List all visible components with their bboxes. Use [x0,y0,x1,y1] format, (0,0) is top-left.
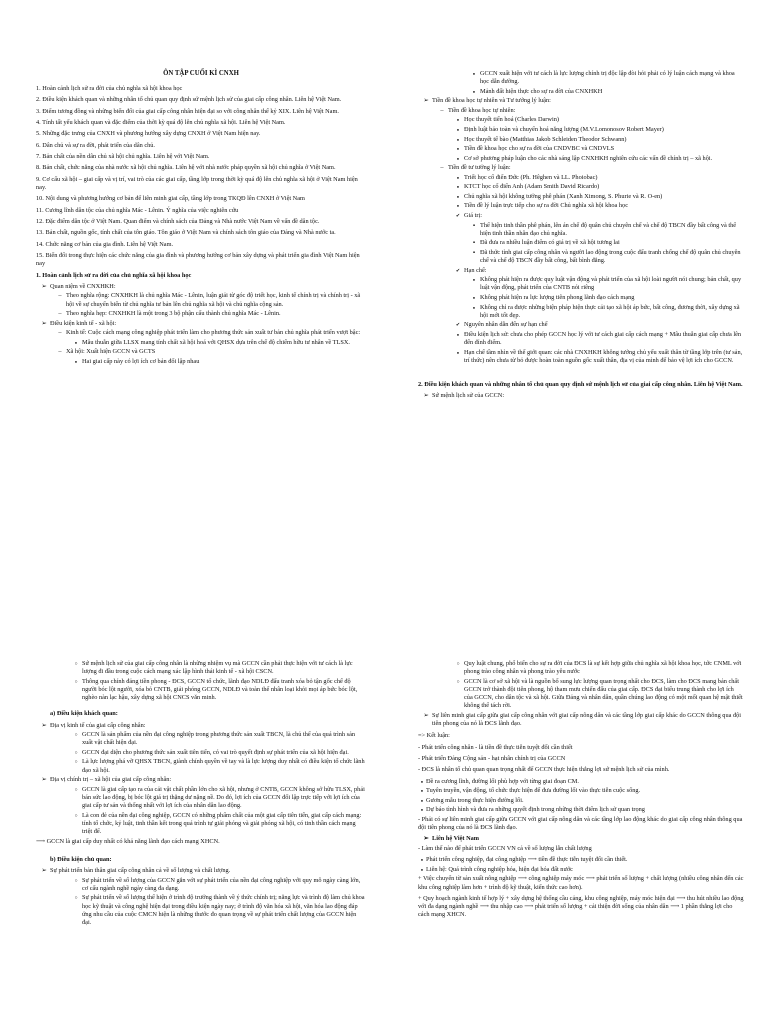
topic-item: 9. Cơ cấu xã hội – giai cấp và vị trí, vai trò của các giai cấp, tầng lớp trong thời kỳ quá độ lên chủ nghĩa xã hội ở Việt Nam hiện nay. [36,175,358,191]
circle-bullet-icon [72,678,80,687]
bullet-item: ○ GCCN đại diện cho phương thức sản xuất tiên tiến, có vai trò quyết định sự phát triển của xã hội hiện đại. [36,749,366,757]
bullet-item: ▪ Đã thức tỉnh giai cấp công nhân và người lao động trong cuộc đấu tranh chống chế độ quân chủ chuyên chế và chế độ TBCN đầy bất công, bất bình đẳng. [418,249,744,265]
section-2-heading: 2. Điều kiện khách quan và những nhân tố chủ quan quy định sứ mệnh lịch sử của giai cấp công nhân. Liên hệ Việt Nam. [418,380,743,388]
dash-bullet-icon [56,329,64,337]
bullet-item: ● Mâu thuẫn giữa LLSX mang tính chất xã hội hoá với QHSX dựa trên chế độ chiếm hữu tư nhân về TLSX. [36,339,366,347]
circle-bullet-icon [72,758,80,767]
circle-bullet-icon [454,660,462,669]
circle-bullet-icon [72,812,80,821]
bullet-item: – Xã hội: Xuất hiện GCCN và GCTS [36,348,366,356]
checkmark-bullet-icon [454,321,462,330]
dot-bullet-icon [470,304,478,312]
bullet-item: ● Phát triển công nghiệp, đại công nghiệp ⟶ tiền đề thực tiễn tuyệt đối cần thiết. [418,856,744,864]
circle-bullet-icon [72,894,80,903]
topic-item: 6. Dân chủ và sự ra đời, phát triển của dân chủ. [36,141,155,149]
bullet-item: ● Tiền đề lý luận trực tiếp cho sự ra đời Chủ nghĩa xã hội khoa học [418,202,744,210]
topic-item: 2. Điều kiện khách quan và những nhân tố chủ quan quy định sứ mệnh lịch sử của giai cấp công nhân. Liên hệ Việt Nam. [36,96,342,104]
dot-bullet-icon [72,339,80,347]
bullet-item: ● Tuyên truyền, vận động, tổ chức thực hiện để đưa đường lối vào thực tiễn cuộc sống. [418,787,744,795]
circle-bullet-icon [72,877,80,886]
arrow-bullet-icon [422,392,430,400]
dot-bullet-icon [454,331,462,339]
arrow-bullet-icon [40,320,48,328]
dot-bullet-icon [418,787,426,795]
dot-bullet-icon [454,145,462,153]
topic-item: 8. Bản chất, chức năng của nhà nước xã hội chủ nghĩa. Liên hệ với nhà nước pháp quyền xã hội chủ nghĩa ở Việt Nam. [36,164,336,172]
square-bullet-icon [470,249,478,258]
square-bullet-icon [470,222,478,231]
bullet-item: ● Điều kiện lịch sử: chưa cho phép GCCN học lý với tư cách giai cấp cách mạng + Mâu thuẫn giai cấp chưa lên đến đỉnh điểm. [418,331,744,347]
bullet-item: – Kinh tế: Cuộc cách mạng công nghiệp phát triển làm cho phương thức sản xuất tư bản chủ nghĩa phát triển vượt bậc: [36,329,366,337]
topic-item: 12. Đặc điểm dân tộc ở Việt Nam. Quan điểm và chính sách của Đảng và Nhà nước Việt Nam về vấn đề dân tộc. [36,217,320,225]
circle-bullet-icon [72,731,80,740]
dot-bullet-icon [470,88,478,96]
bullet-item: ○ Sự phát triển về số lượng của GCCN gắn với sự phát triển của nền đại công nghiệp với quy mô ngày càng lớn, cơ cấu ngành nghề ngày càng đa dạng. [36,877,366,893]
arrow-bullet-icon [40,283,48,291]
bullet-item: ● Hai giai cấp này có lợi ích cơ bản đối lập nhau [36,358,366,366]
arrow-bullet-icon [422,97,430,105]
bullet-item: ● Liên hệ: Quá trình công nghiệp hóa, hiện đại hóa đất nước [418,866,744,874]
topic-item: 7. Bản chất của nền dân chủ xã hội chủ nghĩa. Liên hệ với Việt Nam. [36,152,210,160]
subsection-a-heading: a) Điều kiện khách quan: [50,710,118,718]
circle-bullet-icon [72,749,80,758]
bullet-item: ○ Quy luật chung, phổ biến cho sự ra đời của ĐCS là sự kết hợp giữa chủ nghĩa xã hội khoa học, tức CNML với phong trào công nhân và phong trào yêu nước [418,660,744,676]
bullet-item: ● KTCT học cổ điển Anh (Adam Smith David Ricardo) [418,183,744,191]
bullet-item: ● Không phát hiện ra được quy luật vận động và phát triển của xã hội loài người nói chung; bản chất, quy luật vận động, phát triển của CNTB nói riêng [418,276,744,292]
bullet-item: ● Không chỉ ra được những biện pháp hiện thực cải tạo xã hội áp bức, bất công, đương thời, xây dựng xã hội mới tốt đẹp. [418,304,744,320]
dot-bullet-icon [454,183,462,191]
bullet-item: ○ Là con đẻ của nền đại công nghiệp, GCCN có những phẩm chất của một giai cấp tiên tiến, giai cấp cách mạng: tính tổ chức, kỷ luật, tinh thần kết trong quá trình tự giải phóng và giải phóng xã hội, có tinh thần cách mạng triệt để. [36,812,366,837]
topic-list [36,85,366,269]
bullet-item: ➢ Địa vị chính trị – xã hội của giai cấp công nhân: [36,776,366,784]
dot-bullet-icon [454,136,462,144]
bullet-item: ● Chủ nghĩa xã hội không tưởng phê phán (Xanh Ximong, S. Phurie và R. O-en) [418,193,744,201]
topic-item: 10. Nội dung và phương hướng cơ bản để liên minh giai cấp, tầng lớp trong TKQĐ lên CNXH ở Việt Nam [36,195,305,203]
topic-item: 1. Hoàn cảnh lịch sử ra đời của chủ nghĩa xã hội khoa học [36,84,183,92]
bullet-item: ● Đề ra cương lĩnh, đường lối phù hợp với từng giai đoạn CM. [418,778,744,786]
bullet-item: ○ GCCN là cơ sở xã hội và là nguồn bổ sung lực lượng quan trọng nhất cho ĐCS, làm cho ĐCS mang bản chất GCCN trở thành đội tiên phong, hộ tham mưu chiến đấu của giai cấp. ĐCS đại biểu trung thành cho lợi ích của GCCN, cho dân tộc và xã hội. Giữa Đảng và nhân dân, quần chúng lao động có một mối quan hệ mật thiết không thể tách rời. [418,678,744,711]
dash-bullet-icon [56,292,64,300]
dash-bullet-icon [438,107,446,115]
bullet-item: ✔ Giá trị: [418,212,744,220]
bullet-item: ➢ Sự phát triển bản thân giai cấp công nhân cả về số lượng và chất lượng. [36,867,366,875]
bullet-item: ● Tiền đề khoa học cho sự ra đời của CNDVBC và CNDVLS [418,145,744,153]
bullet-item: ● Triết học cổ điển Đức (Ph. Hêghen và LL. Phoiobac) [418,174,744,182]
topic-item: 4. Tính tất yếu khách quan và đặc điểm của thời kỳ quá độ lên chủ nghĩa xã hội. Liên hệ Việt Nam. [36,118,286,126]
text-line: - Phải có sự liên minh giai cấp giữa GCCN với giai cấp nông dân và các tầng lớp lao động khác do giai cấp công nhân thông qua đội tiên phong của nó là ĐCS lãnh đạo. [418,815,743,832]
bullet-item: ✔ Nguyên nhân dẫn đến sự hạn chế [418,321,744,329]
dot-bullet-icon [454,349,462,357]
dash-bullet-icon [56,310,64,318]
section-1-heading: 1. Hoàn cảnh lịch sử ra đời của chủ nghĩa xã hội khoa học [36,271,192,279]
bullet-item: ➢ Sứ mệnh lịch sử của GCCN: [418,392,744,400]
bullet-item: ▪ Thể hiện tinh thần phê phán, lên án chế độ quân chủ chuyên chế và chế độ TBCN đầy bất công và thể hiện tinh thần nhân đạo chủ nghĩa. [418,222,744,238]
vietnam-heading: Liên hệ Việt Nam [432,835,480,843]
bullet-item: ● Học thuyết tiến hoá (Charles Darwin) [418,116,744,124]
square-bullet-icon [470,239,478,248]
conclusion-line: ⟶ GCCN là giai cấp duy nhất có khả năng lãnh đạo cách mạng XHCN. [36,837,220,845]
bullet-item: – Tiền đề tư tưởng lý luận: [418,164,744,172]
text-paragraph: + Quy hoạch ngành kinh tế hợp lý + xây dựng hệ thống cầu cảng, khu công nghiệp, máy móc hiện đại ⟶ thu hút nhiều lao động với đa dạng ngành nghề ⟶ thu nhập cao ⟶ phát triển số lượng + cải thiện đời sống của nhân dân ⟶ 1 phần thắng lợi cho cách mạng XHCN. [418,894,744,919]
dot-bullet-icon [418,778,426,786]
bullet-item: ✔ Hạn chế: [418,267,744,275]
bullet-item: ➢ Quan niệm về CNXHKH: [36,283,366,291]
checkmark-bullet-icon [454,267,462,276]
topic-item: 13. Bản chất, nguồn gốc, tính chất của tôn giáo. Tôn giáo ở Việt Nam và chính sách tôn giáo của Đảng và Nhà nước ta. [36,229,336,237]
arrow-bullet-icon [40,867,48,875]
bullet-item: ● Gương mẫu trong thực hiện đường lối. [418,797,744,805]
bullet-item [418,835,744,843]
text-line: - Phát triển công nhân - là tiền đề thực tiễn tuyệt đối cần thiết [418,743,573,751]
dot-bullet-icon [454,193,462,201]
bullet-item: ➢ Sự liên minh giai cấp giữa giai cấp công nhân với giai cấp nông dân và các tầng lớp giai cấp khác do GCCN thông qua đội tiên phong của nó là ĐCS lãnh đạo. [418,712,744,728]
bullet-item: ● Định luật bảo toàn và chuyển hoá năng lượng (M.V.Lomonosov Robert Mayer) [418,126,744,134]
topic-item: 5. Những đặc trưng của CNXH và phương hướng xây dựng CNXH ở Việt Nam hiện nay. [36,130,261,138]
arrow-bullet-icon [40,776,48,784]
topic-item: 15. Biến đổi trong thực hiện các chức năng của gia đình và phương hướng cơ bản xây dựng và phát triển gia đình Việt Nam hiện nay [36,252,360,268]
text-line: - ĐCS là nhân tố chủ quan quan trọng nhất để GCCN thực hiện thắng lợi sứ mệnh lịch sử của mình. [418,766,670,774]
dot-bullet-icon [454,202,462,210]
dot-bullet-icon [470,70,478,78]
arrow-bullet-icon [40,722,48,730]
bullet-item: ○ Sự phát triển về số lượng thể hiện ở trình độ trưởng thành về ý thức chính trị; năng lực và trình độ làm chủ khoa học kỹ thuật và công nghệ hiện đại trong điều kiện ngày nay; ở trình độ văn hóa xã hội, văn hóa lao động đáp ứng nhu cầu của cuộc CMCN hiện là những thước đo quan trọng về sự phát triển chất lượng của GCCN hiện đại. [36,894,366,927]
dot-bullet-icon [72,358,80,366]
dot-bullet-icon [418,797,426,805]
bullet-item: ● Hạn chế tầm nhìn về thế giới quan: các nhà CNXHKH không tưởng chủ yếu xuất thân từ tầng lớp trên (tư sản, trí thức) nên chưa từ bỏ được hoàn toàn nguồn gốc xuất thân, địa vị của mình để bảo vệ lợi ích cho GCCN. [418,349,744,365]
dot-bullet-icon [418,806,426,814]
bullet-item: – Theo nghĩa rộng: CNXHKH là chủ nghĩa Mác - Lênin, luận giải từ góc độ triết học, kinh tế chính trị và chính trị - xã hội về sự chuyển biến từ chủ nghĩa tư bản lên chủ nghĩa xã hội và chủ nghĩa cộng sản. [36,292,366,308]
checkmark-bullet-icon [454,212,462,221]
document-title: ÔN TẬP CUỐI KÌ CNXH [163,70,239,77]
dot-bullet-icon [470,294,478,302]
bullet-item: ○ GCCN là sản phẩm của nền đại công nghiệp trong phương thức sản xuất TBCN, là chủ thể của quá trình sản xuất vật chất hiện đại. [36,731,366,747]
dot-bullet-icon [454,155,462,163]
dot-bullet-icon [454,126,462,134]
bullet-item: ● Dự báo tình hình và đưa ra những quyết định trong những thời điểm lịch sử quan trọng [418,806,744,814]
dot-bullet-icon [454,174,462,182]
bullet-item: ● Mảnh đất hiện thực cho sự ra đời của CNXHKH [418,88,744,96]
quadrant-top-left [36,70,366,368]
bullet-item: ● GCCN xuất hiện với tư cách là lực lượng chính trị độc lập đòi hỏi phải có lý luận cách mạng và khoa học dẫn đường. [418,70,744,86]
bullet-item: ○ Là lực lượng phá vỡ QHSX TBCN, giành chính quyền về tay và là lực lượng duy nhất có điều kiện tổ chức lãnh đạo xã hội. [36,758,366,774]
arrow-bullet-icon [422,712,430,720]
subsection-b-heading: b) Điều kiện chủ quan: [50,855,112,863]
bullet-item: ○ Thông qua chính đảng tiền phong - ĐCS, GCCN tổ chức, lãnh đạo NDLĐ đấu tranh xóa bỏ tận gốc chế độ người bóc lột người, xóa bỏ CNTB, giải phóng GCCN, NDLĐ và toàn thể nhân loại khỏi mọi áp bức bóc lột, nghèo nàn lạc hậu, xây dựng xã hội CNCS văn minh. [36,678,366,703]
text-line: - Làm thế nào để phát triển GCCN VN cả về số lượng lẫn chất lượng [418,844,592,852]
bullet-item: ● Không phát hiện ra lực lượng tiên phong lãnh đạo cách mạng [418,294,744,302]
dot-bullet-icon [454,116,462,124]
bullet-item: ➢ Điều kiện kinh tế - xã hội: [36,320,366,328]
dash-bullet-icon [438,164,446,172]
circle-bullet-icon [72,660,80,669]
dash-bullet-icon [56,348,64,356]
dot-bullet-icon [470,276,478,284]
topic-item: 14. Chức năng cơ bản của gia đình. Liên hệ Việt Nam. [36,240,174,248]
dot-bullet-icon [418,866,426,874]
text-paragraph: + Việc chuyển từ sản xuất nông nghiệp ⟶ công nghiệp máy móc ⟶ phát triển số lượng + chất lượng (nhiều công nhân đến các khu công nghiệp làm hơn + trình độ kỹ thuật, kiến thức cao hơn). [418,875,744,891]
arrow-bullet-icon [422,835,430,843]
bullet-item: ● Cơ sở phương pháp luận cho các nhà sáng lập CNXHKH nghiên cứu các vấn đề chính trị – xã hội. [418,155,744,163]
conclusion-label: => Kết luận: [418,732,450,740]
quadrant-top-right [418,70,744,402]
bullet-item: ▪ Đã đưa ra nhiều luận điểm có giá trị về xã hội tương lai [418,239,744,247]
bullet-item: ● Học thuyết tế bào (Matthias Jakob Schleiden Theodor Schwann) [418,136,744,144]
topic-item: 3. Điểm tương đồng và những biến đổi của giai cấp công nhân hiện đại so với công nhân thế kỷ XIX. Liên hệ Việt Nam. [36,107,339,115]
text-line: - Phát triển Đảng Cộng sản - hạt nhân chính trị của GCCN [418,754,566,762]
bullet-item: ➢ Tiền đề khoa học tự nhiên và Tư tưởng lý luận: [418,97,744,105]
dot-bullet-icon [418,856,426,864]
quadrant-bottom-left [36,660,366,928]
quadrant-bottom-right [418,660,744,923]
bullet-item: – Theo nghĩa hẹp: CNXHKH là một trong 3 bộ phận cấu thành chủ nghĩa Mác - Lênin. [36,310,366,318]
bullet-item: ○ GCCN là giai cấp tạo ra của cải vật chất phần lớn cho xã hội, nhưng ở CNTB, GCCN không sở hữu TLSX, phải bán sức lao động, bị bóc lột giá trị thặng dư nặng nề. Do đó, lợi ích của GCCN đối lập trực tiếp với lợi ích của giai cấp tư sản và thống nhất với lợi ích của nhân dân lao động. [36,786,366,811]
topic-item: 11. Cương lĩnh dân tộc của chủ nghĩa Mác - Lênin. Ý nghĩa của việc nghiên cứu [36,206,239,214]
circle-bullet-icon [454,678,462,687]
bullet-item: – Tiền đề khoa học tự nhiên: [418,107,744,115]
bullet-item: ➢ Địa vị kinh tế của giai cấp công nhân: [36,722,366,730]
bullet-item: ○ Sứ mệnh lịch sử của giai cấp công nhân là những nhiệm vụ mà GCCN cần phải thực hiện với tư cách là lực lượng đi đầu trong cuộc cách mạng xác lập hình thái kinh tế - xã hội CSCN. [36,660,366,676]
circle-bullet-icon [72,786,80,795]
